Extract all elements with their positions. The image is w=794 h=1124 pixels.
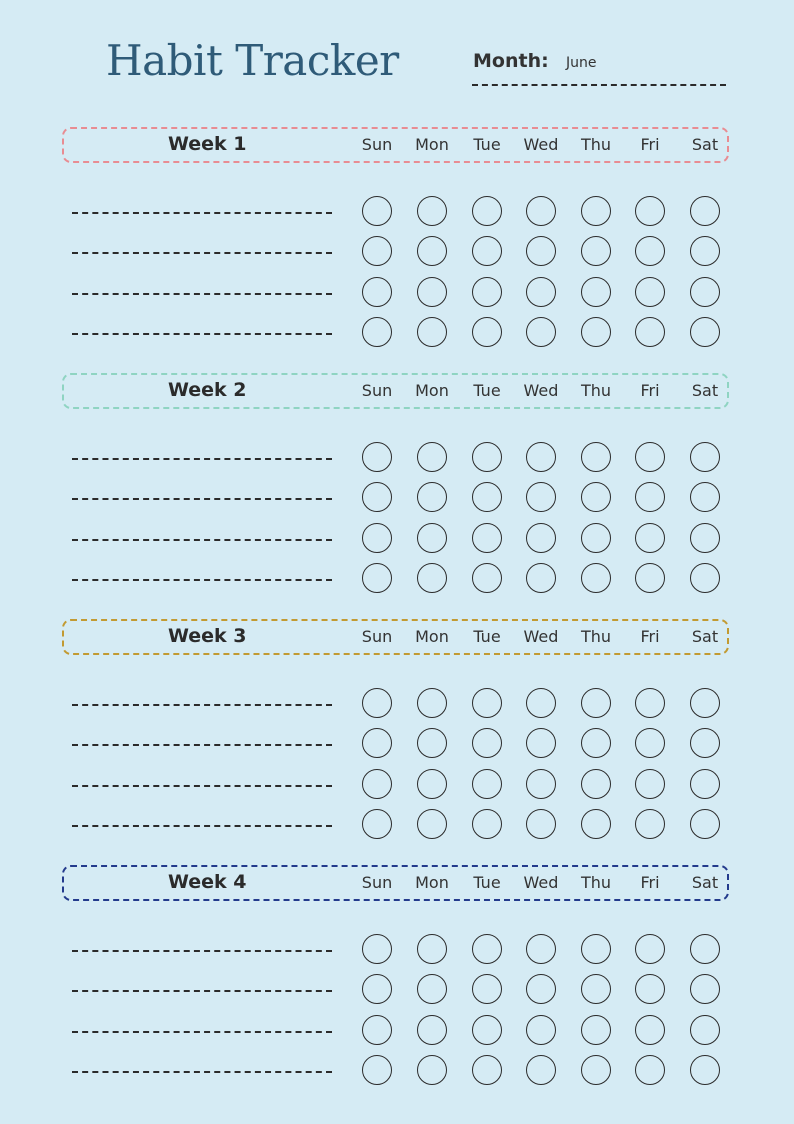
- habit-checkbox[interactable]: [690, 482, 720, 512]
- habit-checkbox[interactable]: [690, 1055, 720, 1085]
- day-label: Fri: [640, 873, 660, 892]
- habit-checkbox[interactable]: [362, 563, 392, 593]
- habit-checkbox[interactable]: [362, 317, 392, 347]
- habit-checkbox[interactable]: [472, 688, 502, 718]
- habit-checkbox[interactable]: [362, 974, 392, 1004]
- day-label: Fri: [640, 135, 660, 154]
- habit-checkbox[interactable]: [362, 769, 392, 799]
- day-label: Wed: [523, 381, 559, 400]
- habit-checkbox[interactable]: [362, 728, 392, 758]
- habit-name-line[interactable]: [72, 1071, 332, 1073]
- habit-checkbox[interactable]: [417, 1015, 447, 1045]
- habit-checkbox[interactable]: [690, 523, 720, 553]
- day-label: Sun: [361, 627, 393, 646]
- habit-name-line[interactable]: [72, 252, 332, 254]
- month-value: June: [566, 55, 597, 71]
- habit-checkbox[interactable]: [526, 769, 556, 799]
- habit-checkbox[interactable]: [472, 934, 502, 964]
- habit-checkbox[interactable]: [635, 1015, 665, 1045]
- habit-checkbox[interactable]: [690, 196, 720, 226]
- day-label: Mon: [415, 627, 449, 646]
- habit-checkbox[interactable]: [472, 482, 502, 512]
- habit-checkbox[interactable]: [472, 1055, 502, 1085]
- habit-checkbox[interactable]: [526, 728, 556, 758]
- habit-checkbox[interactable]: [417, 482, 447, 512]
- habit-checkbox[interactable]: [635, 442, 665, 472]
- habit-checkbox[interactable]: [526, 277, 556, 307]
- day-label: Sun: [361, 135, 393, 154]
- day-label: Sat: [691, 627, 719, 646]
- habit-checkbox[interactable]: [581, 809, 611, 839]
- habit-checkbox[interactable]: [472, 317, 502, 347]
- habit-checkbox[interactable]: [472, 809, 502, 839]
- habit-checkbox[interactable]: [417, 769, 447, 799]
- habit-name-line[interactable]: [72, 785, 332, 787]
- habit-checkbox[interactable]: [362, 688, 392, 718]
- habit-name-line[interactable]: [72, 579, 332, 581]
- habit-checkbox[interactable]: [417, 236, 447, 266]
- habit-checkbox[interactable]: [690, 728, 720, 758]
- habit-checkbox[interactable]: [690, 442, 720, 472]
- habit-checkbox[interactable]: [417, 974, 447, 1004]
- week-section: [0, 127, 794, 373]
- habit-checkbox[interactable]: [635, 482, 665, 512]
- day-label: Mon: [415, 873, 449, 892]
- habit-checkbox[interactable]: [526, 1055, 556, 1085]
- habit-checkbox[interactable]: [690, 934, 720, 964]
- habit-checkbox[interactable]: [581, 482, 611, 512]
- habit-checkbox[interactable]: [635, 563, 665, 593]
- day-label: Wed: [523, 873, 559, 892]
- habit-checkbox[interactable]: [581, 688, 611, 718]
- habit-checkbox[interactable]: [581, 1015, 611, 1045]
- day-label: Tue: [473, 135, 501, 154]
- habit-checkbox[interactable]: [690, 974, 720, 1004]
- month-field[interactable]: [472, 48, 726, 86]
- day-label: Thu: [580, 627, 612, 646]
- week-section: [0, 373, 794, 619]
- habit-checkbox[interactable]: [417, 688, 447, 718]
- habit-name-line[interactable]: [72, 539, 332, 541]
- habit-checkbox[interactable]: [581, 769, 611, 799]
- habit-checkbox[interactable]: [635, 934, 665, 964]
- habit-checkbox[interactable]: [635, 769, 665, 799]
- month-label: Month:: [473, 50, 549, 72]
- habit-checkbox[interactable]: [690, 1015, 720, 1045]
- habit-name-line[interactable]: [72, 293, 332, 295]
- habit-checkbox[interactable]: [417, 563, 447, 593]
- habit-checkbox[interactable]: [526, 974, 556, 1004]
- habit-name-line[interactable]: [72, 1031, 332, 1033]
- day-label: Wed: [523, 135, 559, 154]
- habit-checkbox[interactable]: [362, 1015, 392, 1045]
- habit-checkbox[interactable]: [417, 196, 447, 226]
- habit-checkbox[interactable]: [362, 523, 392, 553]
- day-label: Sat: [691, 135, 719, 154]
- habit-name-line[interactable]: [72, 333, 332, 335]
- habit-checkbox[interactable]: [472, 523, 502, 553]
- habit-checkbox[interactable]: [526, 482, 556, 512]
- habit-checkbox[interactable]: [690, 317, 720, 347]
- habit-checkbox[interactable]: [417, 1055, 447, 1085]
- day-label: Wed: [523, 627, 559, 646]
- week-title: Week 4: [168, 871, 247, 893]
- habit-checkbox[interactable]: [526, 317, 556, 347]
- day-label: Tue: [473, 627, 501, 646]
- habit-checkbox[interactable]: [417, 277, 447, 307]
- habit-checkbox[interactable]: [635, 809, 665, 839]
- habit-checkbox[interactable]: [362, 236, 392, 266]
- habit-checkbox[interactable]: [362, 482, 392, 512]
- day-label: Thu: [580, 873, 612, 892]
- habit-name-line[interactable]: [72, 950, 332, 952]
- day-label: Fri: [640, 627, 660, 646]
- habit-checkbox[interactable]: [581, 563, 611, 593]
- habit-checkbox[interactable]: [417, 442, 447, 472]
- day-label: Tue: [473, 381, 501, 400]
- habit-checkbox[interactable]: [472, 196, 502, 226]
- habit-checkbox[interactable]: [581, 196, 611, 226]
- habit-checkbox[interactable]: [635, 728, 665, 758]
- habit-checkbox[interactable]: [581, 728, 611, 758]
- habit-name-line[interactable]: [72, 990, 332, 992]
- day-label: Sun: [361, 873, 393, 892]
- habit-checkbox[interactable]: [690, 769, 720, 799]
- habit-checkbox[interactable]: [581, 934, 611, 964]
- habit-checkbox[interactable]: [635, 523, 665, 553]
- habit-name-line[interactable]: [72, 498, 332, 500]
- habit-checkbox[interactable]: [526, 934, 556, 964]
- habit-checkbox[interactable]: [635, 277, 665, 307]
- habit-checkbox[interactable]: [635, 236, 665, 266]
- habit-checkbox[interactable]: [526, 1015, 556, 1045]
- week-section: [0, 619, 794, 865]
- habit-checkbox[interactable]: [526, 809, 556, 839]
- habit-checkbox[interactable]: [581, 523, 611, 553]
- habit-checkbox[interactable]: [581, 442, 611, 472]
- habit-checkbox[interactable]: [526, 196, 556, 226]
- habit-checkbox[interactable]: [526, 688, 556, 718]
- day-label: Tue: [473, 873, 501, 892]
- habit-checkbox[interactable]: [635, 974, 665, 1004]
- habit-checkbox[interactable]: [581, 277, 611, 307]
- habit-checkbox[interactable]: [526, 563, 556, 593]
- habit-checkbox[interactable]: [635, 317, 665, 347]
- habit-checkbox[interactable]: [472, 236, 502, 266]
- habit-checkbox[interactable]: [362, 1055, 392, 1085]
- habit-name-line[interactable]: [72, 704, 332, 706]
- week-title: Week 3: [168, 625, 247, 647]
- day-label: Mon: [415, 381, 449, 400]
- habit-checkbox[interactable]: [362, 934, 392, 964]
- habit-checkbox[interactable]: [417, 934, 447, 964]
- day-label: Mon: [415, 135, 449, 154]
- habit-checkbox[interactable]: [362, 809, 392, 839]
- habit-checkbox[interactable]: [526, 236, 556, 266]
- habit-checkbox[interactable]: [417, 809, 447, 839]
- habit-checkbox[interactable]: [690, 688, 720, 718]
- day-label: Sat: [691, 873, 719, 892]
- day-label: Fri: [640, 381, 660, 400]
- habit-checkbox[interactable]: [362, 277, 392, 307]
- habit-name-line[interactable]: [72, 825, 332, 827]
- habit-checkbox[interactable]: [581, 1055, 611, 1085]
- habit-checkbox[interactable]: [690, 236, 720, 266]
- page-title: Habit Tracker: [106, 36, 399, 85]
- day-label: Thu: [580, 135, 612, 154]
- habit-checkbox[interactable]: [472, 769, 502, 799]
- habit-checkbox[interactable]: [362, 442, 392, 472]
- habit-checkbox[interactable]: [690, 563, 720, 593]
- habit-checkbox[interactable]: [581, 317, 611, 347]
- habit-checkbox[interactable]: [635, 196, 665, 226]
- habit-checkbox[interactable]: [472, 1015, 502, 1045]
- habit-checkbox[interactable]: [417, 728, 447, 758]
- week-title: Week 1: [168, 133, 247, 155]
- week-title: Week 2: [168, 379, 247, 401]
- habit-checkbox[interactable]: [526, 523, 556, 553]
- habit-name-line[interactable]: [72, 212, 332, 214]
- habit-checkbox[interactable]: [635, 1055, 665, 1085]
- day-label: Sat: [691, 381, 719, 400]
- habit-checkbox[interactable]: [526, 442, 556, 472]
- day-label: Sun: [361, 381, 393, 400]
- day-label: Thu: [580, 381, 612, 400]
- habit-checkbox[interactable]: [581, 974, 611, 1004]
- habit-name-line[interactable]: [72, 458, 332, 460]
- habit-checkbox[interactable]: [472, 974, 502, 1004]
- habit-checkbox[interactable]: [690, 809, 720, 839]
- habit-checkbox[interactable]: [362, 196, 392, 226]
- habit-checkbox[interactable]: [581, 236, 611, 266]
- habit-checkbox[interactable]: [472, 728, 502, 758]
- habit-checkbox[interactable]: [417, 523, 447, 553]
- habit-checkbox[interactable]: [417, 317, 447, 347]
- habit-checkbox[interactable]: [635, 688, 665, 718]
- habit-checkbox[interactable]: [472, 277, 502, 307]
- habit-checkbox[interactable]: [472, 563, 502, 593]
- habit-name-line[interactable]: [72, 744, 332, 746]
- week-section: [0, 865, 794, 1111]
- habit-checkbox[interactable]: [690, 277, 720, 307]
- habit-checkbox[interactable]: [472, 442, 502, 472]
